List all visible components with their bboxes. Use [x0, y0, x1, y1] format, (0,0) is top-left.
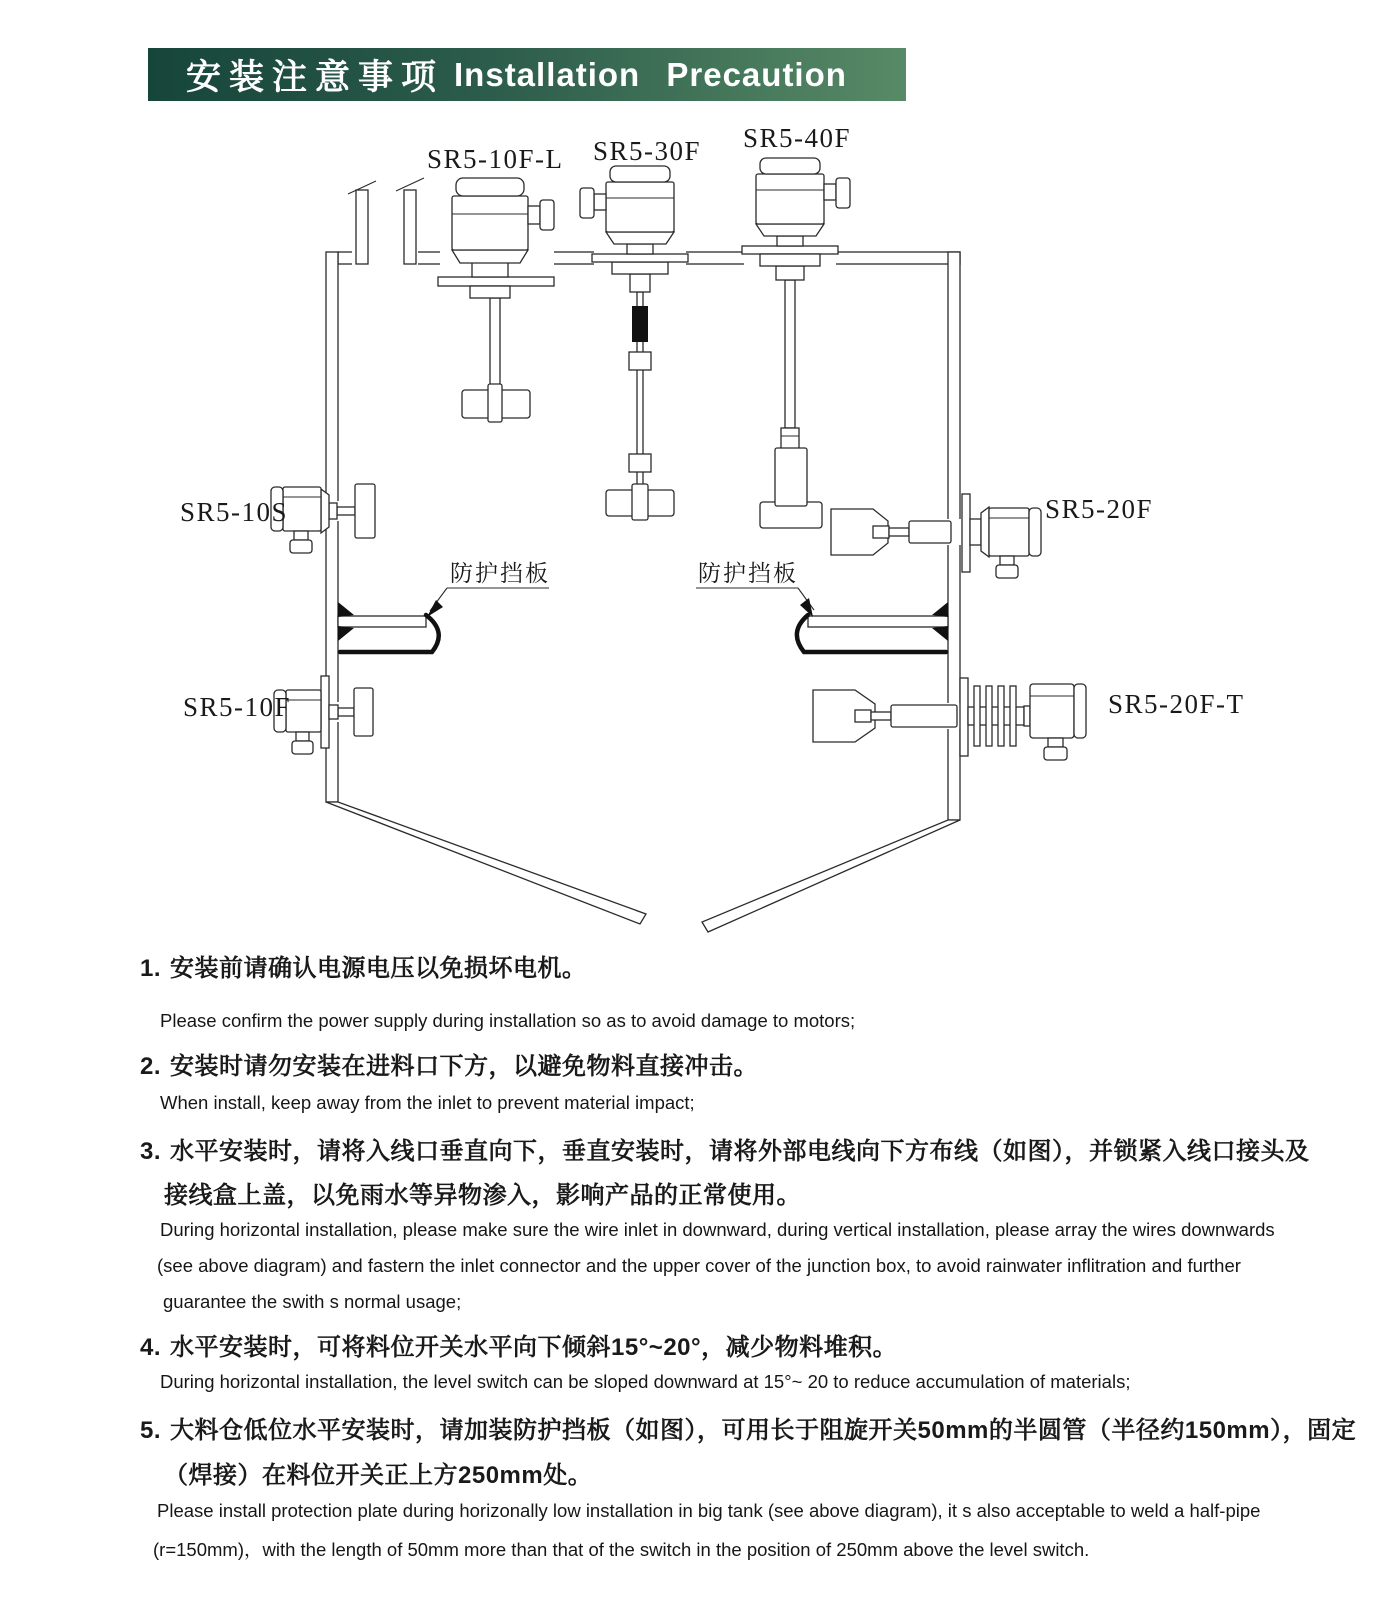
arrowhead-icon [427, 600, 443, 617]
label-sr5-10s: SR5-10S [180, 497, 289, 527]
item-number: 1. [140, 955, 162, 982]
precaution-2-en: When install, keep away from the inlet to prevent material impact; [160, 1092, 695, 1113]
precaution-2-zh: 2. 安装时请勿安装在进料口下方，以避免物料直接冲击。 [140, 1053, 759, 1080]
weld-mark [338, 626, 354, 641]
precaution-5-zh-2: （焊接）在料位开关正上方250mm处。 [164, 1462, 593, 1489]
guard-plate-callout-left [427, 560, 550, 617]
cooling-fin [1010, 686, 1016, 746]
cooling-fin [998, 686, 1004, 746]
precaution-4-en: During horizontal installation, the level switch can be sloped downward at 15°~ 20 to reduce accumulation of materials; [160, 1371, 1131, 1392]
inlet-chute-left-wall [356, 190, 368, 264]
cable-gland-icon [1048, 738, 1063, 747]
guard-plate-callout-right [696, 560, 814, 617]
cooling-fin [986, 686, 992, 746]
label-sr5-40f: SR5-40F [743, 123, 852, 153]
label-guard-right: 防护挡板 [698, 560, 798, 586]
protection-plate-right [808, 616, 948, 627]
precaution-1-zh: 1. 安装前请确认电源电压以免损坏电机。 [140, 955, 587, 982]
cooling-fin [974, 686, 980, 746]
precaution-3-zh-2: 接线盒上盖，以免雨水等异物渗入，影响产品的正常使用。 [164, 1182, 801, 1209]
precaution-3-en-1: During horizontal installation, please make sure the wire inlet in downward, during vertical installation, please array the wires downwards [160, 1219, 1275, 1240]
label-sr5-10f: SR5-10F [183, 692, 292, 722]
precaution-1-en: Please confirm the power supply during installation so as to avoid damage to motors; [160, 1010, 856, 1031]
precaution-4-zh: 4. 水平安装时，可将料位开关水平向下倾斜15°~20°，减少物料堆积。 [140, 1334, 898, 1361]
sensor-sr5-30f-drawing [580, 166, 688, 520]
item-number: 3. [140, 1138, 162, 1165]
cable-gland-icon [528, 206, 540, 224]
cable-gland-icon [594, 194, 606, 210]
page-title-en: Installation Precaution [454, 55, 847, 93]
precaution-5-en-2: (r=150mm)，with the length of 50mm more than that of the switch in the position of 250mm above the level switch. [153, 1539, 1090, 1560]
cable-gland-icon [296, 732, 309, 741]
cable-gland-icon [1000, 556, 1014, 565]
precaution-3-en-3: guarantee the swith s normal usage; [163, 1291, 462, 1312]
label-sr5-30f: SR5-30F [593, 136, 702, 166]
precaution-5-en-1: Please install protection plate during horizonally low installation in big tank (see above diagram), it s also acceptable to weld a half-pipe [157, 1500, 1261, 1521]
weld-mark [932, 602, 948, 617]
precaution-5-zh-1: 5. 大料仓低位水平安装时，请加装防护挡板（如图），可用长于阻旋开关50mm的半圆管（半径约150mm），固定 [140, 1417, 1357, 1444]
inlet-chute-right-wall [404, 190, 416, 264]
page-title-zh: 安装注意事项 [186, 57, 445, 97]
protection-plate-right-assembly [797, 602, 948, 652]
sensor-sr5-20f-drawing [831, 494, 1041, 578]
weld-mark [932, 626, 948, 641]
protection-plate-left-assembly [338, 602, 439, 652]
break-mark [396, 178, 424, 191]
weld-mark [338, 602, 354, 617]
hopper-right-slope [702, 820, 960, 932]
label-sr5-10f-l: SR5-10F-L [427, 144, 564, 174]
sensor-sr5-40f-drawing [742, 158, 850, 528]
precaution-3-zh-1: 3. 水平安装时，请将入线口垂直向下，垂直安装时，请将外部电线向下方布线（如图），并锁紧入线口接头及 [140, 1138, 1310, 1165]
cable-gland-icon [294, 531, 308, 540]
protection-plate-left [338, 616, 426, 627]
sensor-sr5-10f-l-drawing [438, 178, 554, 422]
label-sr5-20f-t: SR5-20F-T [1108, 689, 1245, 719]
item-number: 4. [140, 1334, 162, 1361]
hopper-left-slope [326, 802, 646, 924]
mounting-plate [962, 494, 970, 572]
item-number: 5. [140, 1417, 162, 1444]
item-number: 2. [140, 1053, 162, 1080]
rope-icon [785, 280, 795, 428]
cable-gland-icon [824, 184, 836, 200]
label-guard-left: 防护挡板 [450, 560, 550, 586]
mounting-plate [321, 676, 329, 748]
precaution-3-en-2: (see above diagram) and fastern the inlet connector and the upper cover of the junction box, to avoid rainwater inflitration and further [157, 1255, 1241, 1276]
label-sr5-20f: SR5-20F [1045, 494, 1154, 524]
mounting-plate [960, 678, 968, 756]
